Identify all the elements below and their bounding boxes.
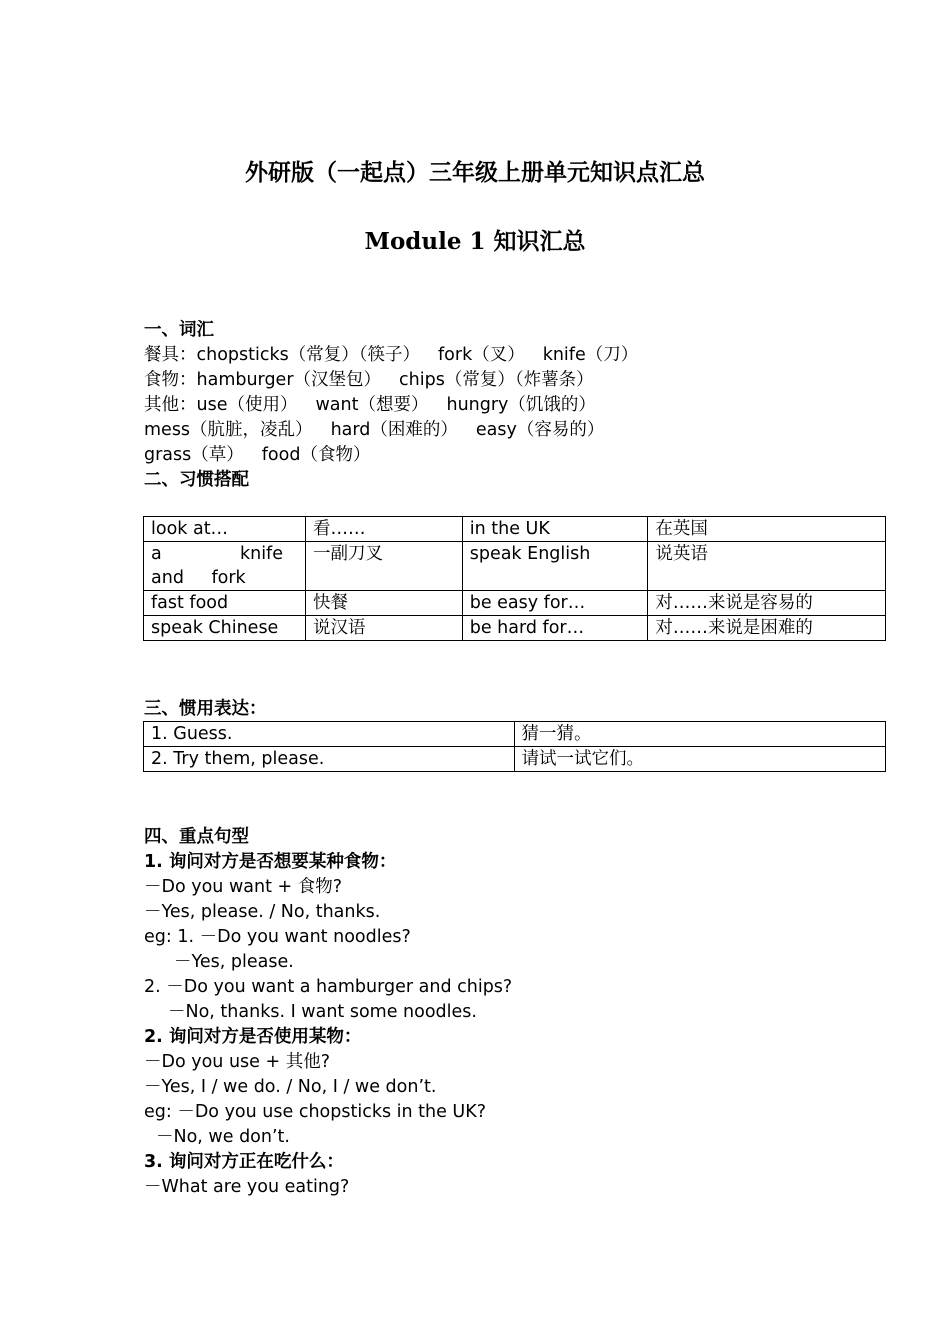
sentence-line: eg: －Do you use chopsticks in the UK?	[144, 1102, 487, 1122]
vocab-item: grass（草）	[144, 445, 244, 465]
vocab-label: 餐具：	[144, 345, 197, 365]
table-cell: 一副刀叉	[305, 542, 462, 591]
sentence-pattern-title: 2. 询问对方是否使用某物：	[144, 1027, 362, 1047]
document-title: 外研版（一起点）三年级上册单元知识点汇总	[245, 159, 705, 186]
sentence-line: －No, thanks. I want some noodles.	[168, 1002, 477, 1022]
vocab-item: food（食物）	[261, 445, 371, 465]
table-row	[144, 722, 886, 747]
sentence-line: －No, we don’t.	[156, 1127, 290, 1147]
vocab-item: hard（困难的）	[330, 420, 458, 440]
vocab-other-line	[144, 443, 886, 468]
expressions-heading: 三、惯用表达：	[144, 699, 267, 719]
vocab-item: mess（肮脏，凌乱）	[144, 420, 313, 440]
sentence-line: －Yes, I / we do. / No, I / we don’t.	[144, 1077, 437, 1097]
table-cell: 说英语	[648, 542, 886, 591]
phrases-heading: 二、习惯搭配	[144, 470, 249, 490]
vocab-other-line	[144, 418, 886, 443]
table-cell-text: a knife and fork	[151, 544, 283, 588]
sentence-line: －Do you want + 食物?	[144, 877, 343, 897]
table-row	[144, 542, 886, 591]
vocab-item: chips（常复）（炸薯条）	[399, 370, 594, 390]
table-cell: 说汉语	[305, 616, 462, 641]
table-cell: 对……来说是困难的	[648, 616, 886, 641]
sentence-line: －Do you use + 其他?	[144, 1052, 331, 1072]
table-cell: look at…	[144, 517, 306, 542]
sentence-pattern-title: 1. 询问对方是否想要某种食物：	[144, 852, 397, 872]
vocab-section	[144, 318, 886, 493]
vocab-item: hungry（饥饿的）	[446, 395, 596, 415]
table-row	[144, 591, 886, 616]
table-cell: 看……	[305, 517, 462, 542]
vocab-tableware-line	[144, 343, 886, 368]
vocab-heading: 一、词汇	[144, 320, 214, 340]
table-cell: speak Chinese	[144, 616, 306, 641]
sentence-line: eg: 1. －Do you want noodles?	[144, 927, 411, 947]
table-cell: be easy for…	[462, 591, 648, 616]
expressions-table	[143, 721, 886, 772]
sentences-heading: 四、重点句型	[144, 827, 249, 847]
table-cell: 快餐	[305, 591, 462, 616]
table-cell: 2. Try them, please.	[144, 747, 515, 772]
table-cell: 请试一试它们。	[514, 747, 885, 772]
table-row	[144, 616, 886, 641]
table-cell: 猜一猜。	[514, 722, 885, 747]
table-cell: 对……来说是容易的	[648, 591, 886, 616]
table-cell: 在英国	[648, 517, 886, 542]
vocab-item: knife（刀）	[542, 345, 639, 365]
vocab-item: use（使用）	[196, 395, 298, 415]
phrases-table	[143, 516, 886, 641]
vocab-label: 食物：	[144, 370, 197, 390]
vocab-other-line	[144, 393, 886, 418]
vocab-item: want（想要）	[315, 395, 429, 415]
vocab-item: hamburger（汉堡包）	[196, 370, 382, 390]
table-cell: 1. Guess.	[144, 722, 515, 747]
vocab-item: fork（叉）	[438, 345, 525, 365]
vocab-label: 其他：	[144, 395, 197, 415]
sentence-pattern-title: 3. 询问对方正在吃什么：	[144, 1152, 344, 1172]
sentence-line: －What are you eating?	[144, 1177, 350, 1197]
sentence-line: －Yes, please. / No, thanks.	[144, 902, 381, 922]
expressions-section	[144, 697, 886, 722]
table-row	[144, 747, 886, 772]
module-title: Module 1 知识汇总	[364, 228, 586, 255]
table-cell: in the UK	[462, 517, 648, 542]
vocab-item: easy（容易的）	[475, 420, 605, 440]
table-cell	[144, 542, 306, 591]
sentences-section	[144, 825, 886, 1200]
table-cell: be hard for…	[462, 616, 648, 641]
table-row	[144, 517, 886, 542]
vocab-item: chopsticks（常复）（筷子）	[196, 345, 420, 365]
vocab-food-line	[144, 368, 886, 393]
sentence-line: －Yes, please.	[174, 952, 294, 972]
table-cell: fast food	[144, 591, 306, 616]
sentence-line: 2. －Do you want a hamburger and chips?	[144, 977, 513, 997]
table-cell: speak English	[462, 542, 648, 591]
